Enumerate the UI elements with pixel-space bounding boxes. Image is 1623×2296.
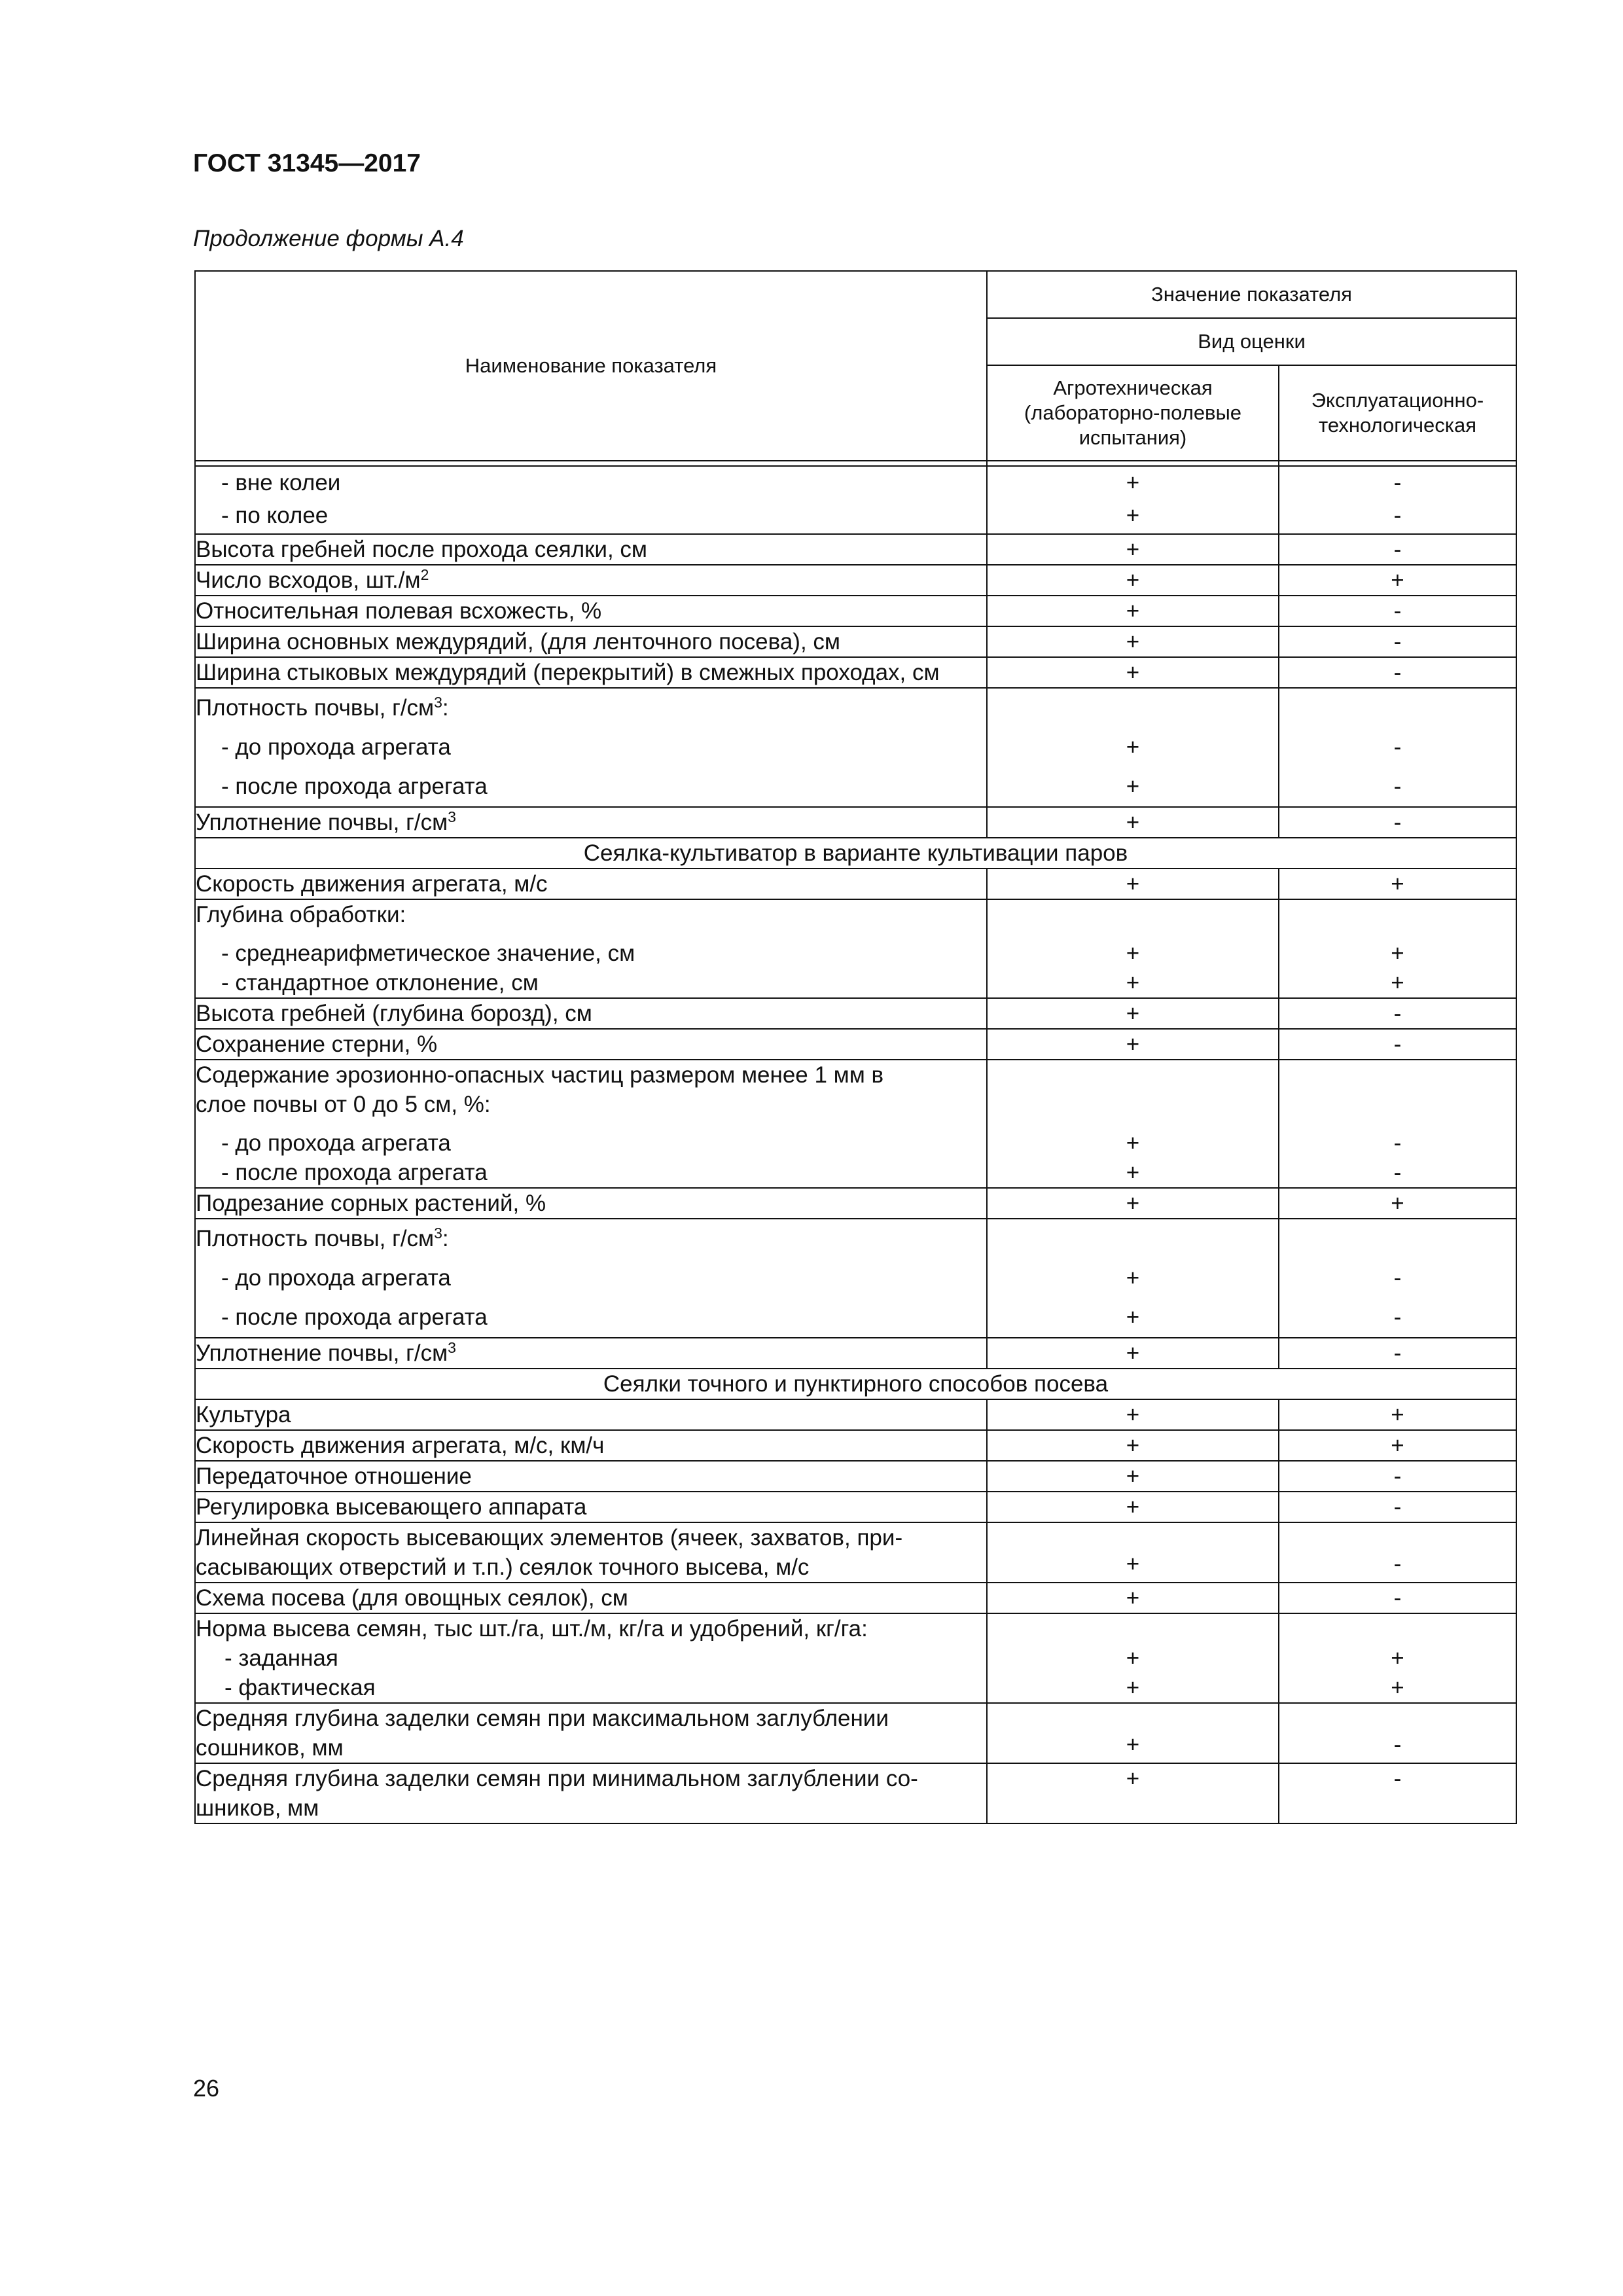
row-name: Схема посева (для овощных сеялок), см xyxy=(195,1583,987,1613)
form-continuation-caption: Продолжение формы А.4 xyxy=(193,226,464,251)
table-row xyxy=(195,807,1516,838)
table-row xyxy=(195,1430,1516,1461)
agro-mark: + xyxy=(987,1703,1279,1763)
row-name-line: сошников, мм xyxy=(196,1735,344,1761)
section-heading: Сеялка-культиватор в варианте культивации паров xyxy=(195,838,1516,869)
row-name-text: Уплотнение почвы, г/см xyxy=(196,810,448,835)
table-row xyxy=(195,1060,1516,1188)
header-agrotechnical xyxy=(987,365,1279,461)
table-row xyxy=(195,466,1516,534)
agro-mark: + xyxy=(987,1338,1279,1369)
row-name: Ширина основных междурядий, (для ленточного посева), см xyxy=(195,626,987,657)
row-name-line: слое почвы от 0 до 5 см, %: xyxy=(196,1092,491,1117)
table-row xyxy=(195,1522,1516,1583)
header-agro-line: испытания) xyxy=(1079,426,1187,449)
expl-mark: - xyxy=(1393,1265,1402,1291)
row-subitem: - стандартное отклонение, см xyxy=(221,970,539,996)
agro-mark: + xyxy=(987,626,1279,657)
agro-mark: + xyxy=(1126,1675,1140,1700)
table-row xyxy=(195,534,1516,565)
row-name-text: Плотность почвы, г/см xyxy=(196,695,435,721)
row-name: Скорость движения агрегата, м/с, км/ч xyxy=(195,1430,987,1461)
table-row xyxy=(195,1613,1516,1703)
expl-mark: + xyxy=(1279,1430,1516,1461)
row-subitem: - после прохода агрегата xyxy=(221,1304,488,1330)
agro-mark: + xyxy=(987,1029,1279,1060)
agro-mark: + xyxy=(987,998,1279,1029)
expl-mark: - xyxy=(1279,1703,1516,1763)
row-name-line: шников, мм xyxy=(196,1795,319,1821)
section-row xyxy=(195,1369,1516,1399)
header-operational xyxy=(1279,365,1516,461)
header-agro-line: Агротехническая xyxy=(1053,376,1213,399)
row-subitem: - заданная xyxy=(224,1645,338,1671)
table-row xyxy=(195,1492,1516,1522)
agro-mark: + xyxy=(1126,734,1140,760)
row-name-text: Уплотнение почвы, г/см xyxy=(196,1340,448,1366)
superscript: 3 xyxy=(448,808,456,825)
row-name: Ширина стыковых междурядий (перекрытий) в смежных проходах, см xyxy=(195,657,987,688)
expl-mark: - xyxy=(1279,998,1516,1029)
expl-mark: - xyxy=(1393,774,1402,799)
expl-mark: - xyxy=(1279,1583,1516,1613)
agro-mark: + xyxy=(987,657,1279,688)
table-row xyxy=(195,899,1516,998)
agro-mark: + xyxy=(987,1583,1279,1613)
table-row xyxy=(195,1703,1516,1763)
table-row xyxy=(195,1338,1516,1369)
table-row xyxy=(195,1219,1516,1338)
expl-mark: - xyxy=(1393,503,1402,528)
table-row xyxy=(195,596,1516,626)
expl-mark: - xyxy=(1279,1338,1516,1369)
row-subitem: - после прохода агрегата xyxy=(221,1160,488,1185)
header-value-group: Значение показателя xyxy=(987,271,1516,318)
row-name-tail: : xyxy=(442,695,449,721)
row-subitem: - по колее xyxy=(221,503,329,528)
row-subitem: - фактическая xyxy=(224,1675,376,1700)
agro-mark: + xyxy=(987,534,1279,565)
row-name: Скорость движения агрегата, м/с xyxy=(195,869,987,899)
agro-mark: + xyxy=(987,596,1279,626)
expl-mark: + xyxy=(1279,1399,1516,1430)
agro-mark: + xyxy=(1126,503,1140,528)
agro-mark: + xyxy=(1126,1160,1140,1185)
table-row xyxy=(195,626,1516,657)
row-subitem: - после прохода агрегата xyxy=(221,774,488,799)
row-name: Высота гребней (глубина борозд), см xyxy=(195,998,987,1029)
superscript: 3 xyxy=(434,1225,442,1242)
row-name xyxy=(196,1219,986,1259)
expl-mark: - xyxy=(1279,626,1516,657)
table-row xyxy=(195,1399,1516,1430)
agro-mark: + xyxy=(1126,970,1140,996)
agro-mark: + xyxy=(1126,1304,1140,1330)
table-row xyxy=(195,1763,1516,1823)
agro-mark: + xyxy=(1126,941,1140,966)
expl-mark: + xyxy=(1391,1645,1404,1671)
table-row xyxy=(195,688,1516,807)
table-row xyxy=(195,657,1516,688)
expl-mark: - xyxy=(1393,1304,1402,1330)
row-name-line: Средняя глубина заделки семян при максимальном заглублении xyxy=(196,1706,889,1731)
row-subitem: - до прохода агрегата xyxy=(221,1130,451,1156)
table-row xyxy=(195,869,1516,899)
agro-mark: + xyxy=(987,1492,1279,1522)
agro-mark: + xyxy=(1126,1265,1140,1291)
row-name-line: Средняя глубина заделки семян при минимальном заглублении со- xyxy=(196,1766,918,1791)
expl-mark: - xyxy=(1393,734,1402,760)
header-indicator-name: Наименование показателя xyxy=(195,271,987,461)
row-name-text: Плотность почвы, г/см xyxy=(196,1226,435,1251)
row-name-line: Содержание эрозионно-опасных частиц размером менее 1 мм в xyxy=(196,1062,884,1088)
expl-mark: - xyxy=(1279,1492,1516,1522)
section-heading: Сеялки точного и пунктирного способов посева xyxy=(195,1369,1516,1399)
row-subitem: - до прохода агрегата xyxy=(221,1265,451,1291)
row-name: Высота гребней после прохода сеялки, см xyxy=(195,534,987,565)
table-row xyxy=(195,1188,1516,1219)
header-expl-line: Эксплуатационно- xyxy=(1311,389,1484,412)
row-name: Подрезание сорных растений, % xyxy=(195,1188,987,1219)
expl-mark: + xyxy=(1279,1188,1516,1219)
indicators-table xyxy=(194,270,1517,1824)
section-row xyxy=(195,838,1516,869)
agro-mark: + xyxy=(987,1461,1279,1492)
agro-mark: + xyxy=(1126,1645,1140,1671)
row-name-tail: : xyxy=(442,1226,449,1251)
table-row xyxy=(195,998,1516,1029)
row-name: Передаточное отношение xyxy=(195,1461,987,1492)
row-name xyxy=(196,689,986,728)
row-name: Сохранение стерни, % xyxy=(195,1029,987,1060)
row-subitem: - среднеарифметическое значение, см xyxy=(221,941,635,966)
agro-mark: + xyxy=(1126,470,1140,495)
expl-mark: + xyxy=(1279,565,1516,596)
row-name xyxy=(195,1338,987,1369)
row-name-text: Число всходов, шт./м xyxy=(196,567,421,593)
superscript: 2 xyxy=(420,566,429,583)
expl-mark: - xyxy=(1279,534,1516,565)
row-name: Норма высева семян, тыс шт./га, шт./м, кг/га и удобрений, кг/га: xyxy=(196,1616,868,1641)
expl-mark: - xyxy=(1279,1763,1516,1823)
header-evaluation-type: Вид оценки xyxy=(987,318,1516,365)
row-subitem: - вне колеи xyxy=(221,470,341,495)
expl-mark: + xyxy=(1279,869,1516,899)
row-name: Регулировка высевающего аппарата xyxy=(195,1492,987,1522)
expl-mark: - xyxy=(1279,1461,1516,1492)
expl-mark: + xyxy=(1391,941,1404,966)
agro-mark: + xyxy=(1126,774,1140,799)
agro-mark: + xyxy=(987,1430,1279,1461)
header-separator xyxy=(195,461,1516,466)
expl-mark: - xyxy=(1393,1130,1402,1156)
expl-mark: - xyxy=(1279,1029,1516,1060)
table-row xyxy=(195,1029,1516,1060)
expl-mark: - xyxy=(1279,1522,1516,1583)
agro-mark: + xyxy=(987,1399,1279,1430)
row-subitem: - до прохода агрегата xyxy=(221,734,451,760)
agro-mark: + xyxy=(987,1188,1279,1219)
row-name-line: сасывающих отверстий и т.п.) сеялок точного высева, м/с xyxy=(196,1554,810,1580)
agro-mark: + xyxy=(1126,1130,1140,1156)
expl-mark: - xyxy=(1279,807,1516,838)
row-name: Культура xyxy=(195,1399,987,1430)
superscript: 3 xyxy=(448,1339,456,1356)
agro-mark: + xyxy=(987,807,1279,838)
row-name xyxy=(195,807,987,838)
header-agro-line: (лабораторно-полевые xyxy=(1024,401,1242,424)
document-code: ГОСТ 31345—2017 xyxy=(193,149,421,177)
expl-mark: - xyxy=(1393,1160,1402,1185)
expl-mark: - xyxy=(1279,596,1516,626)
header-expl-line: технологическая xyxy=(1318,414,1477,437)
row-name-line: Линейная скорость высевающих элементов (ячеек, захватов, при- xyxy=(196,1525,903,1551)
table-row xyxy=(195,1583,1516,1613)
expl-mark: - xyxy=(1279,657,1516,688)
expl-mark: + xyxy=(1391,1675,1404,1700)
expl-mark: - xyxy=(1393,470,1402,495)
page-number: 26 xyxy=(193,2075,220,2102)
row-name xyxy=(195,565,987,596)
agro-mark: + xyxy=(987,1522,1279,1583)
agro-mark: + xyxy=(987,869,1279,899)
row-name: Относительная полевая всхожесть, % xyxy=(195,596,987,626)
row-name: Глубина обработки: xyxy=(196,902,406,927)
table-row xyxy=(195,565,1516,596)
expl-mark: + xyxy=(1391,970,1404,996)
agro-mark: + xyxy=(987,565,1279,596)
agro-mark: + xyxy=(987,1763,1279,1823)
superscript: 3 xyxy=(434,694,442,711)
table-row xyxy=(195,1461,1516,1492)
